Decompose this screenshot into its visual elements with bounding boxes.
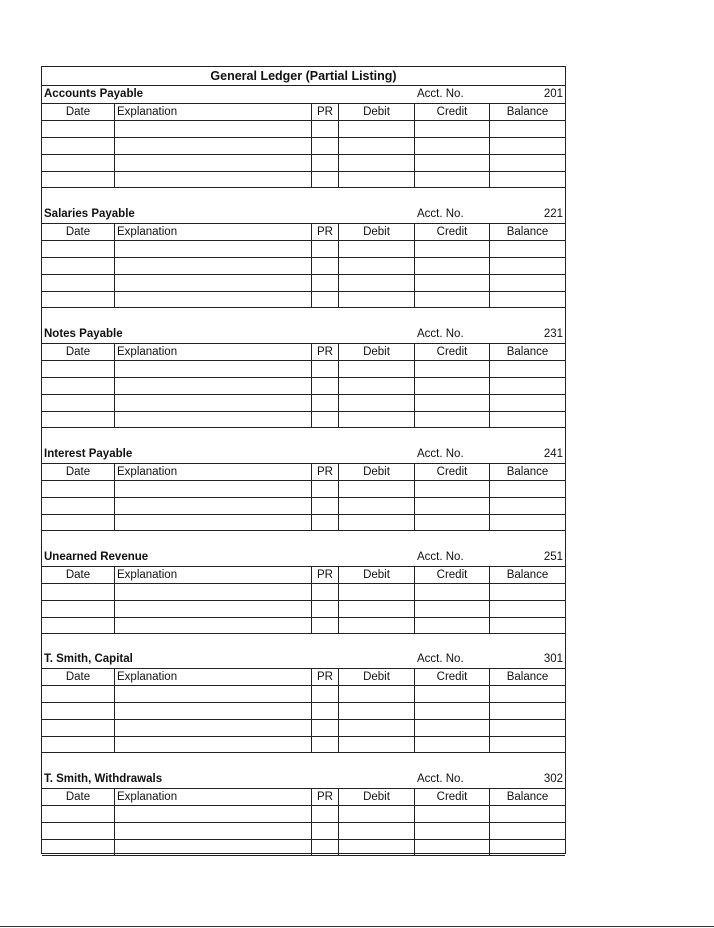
- account-name: T. Smith, Withdrawals: [44, 773, 163, 785]
- entry-cell-balance[interactable]: [490, 394, 565, 411]
- entry-cell-credit[interactable]: [415, 154, 490, 171]
- column-header-date: Date: [42, 343, 115, 360]
- account-name: T. Smith, Capital: [44, 653, 133, 665]
- entry-cell-debit[interactable]: [339, 360, 415, 377]
- entry-cell-date[interactable]: [42, 736, 115, 753]
- entry-cell-pr[interactable]: [312, 685, 339, 702]
- account-number: 201: [543, 88, 563, 100]
- account-name: Notes Payable: [44, 328, 123, 340]
- column-header-debit: Debit: [339, 566, 415, 583]
- entry-cell-date[interactable]: [42, 137, 115, 154]
- entry-cell-pr[interactable]: [312, 583, 339, 600]
- entry-cell-balance[interactable]: [490, 360, 565, 377]
- account-number: 251: [543, 551, 563, 563]
- entry-cell-date[interactable]: [42, 171, 115, 188]
- entry-cell-pr[interactable]: [312, 291, 339, 308]
- column-header-debit: Debit: [339, 463, 415, 480]
- entry-cell-date[interactable]: [42, 154, 115, 171]
- entry-cell-date[interactable]: [42, 120, 115, 137]
- entry-cell-credit[interactable]: [415, 822, 490, 839]
- entry-cell-pr[interactable]: [312, 377, 339, 394]
- column-header-balance: Balance: [490, 463, 565, 480]
- entry-cell-date[interactable]: [42, 839, 115, 856]
- entry-cell-pr[interactable]: [312, 514, 339, 531]
- column-header-date: Date: [42, 223, 115, 240]
- entry-cell-debit[interactable]: [339, 583, 415, 600]
- column-header-date: Date: [42, 463, 115, 480]
- entry-cell-date[interactable]: [42, 822, 115, 839]
- entry-cell-balance[interactable]: [490, 154, 565, 171]
- column-header-explanation: Explanation: [115, 343, 312, 360]
- entry-cell-balance[interactable]: [490, 291, 565, 308]
- entry-cell-debit[interactable]: [339, 291, 415, 308]
- entry-cell-credit[interactable]: [415, 480, 490, 497]
- column-header-pr: PR: [312, 566, 339, 583]
- column-header-balance: Balance: [490, 343, 565, 360]
- entry-cell-explanation[interactable]: [115, 497, 312, 514]
- entry-cell-explanation[interactable]: [115, 702, 312, 719]
- entry-cell-credit[interactable]: [415, 394, 490, 411]
- entry-cell-balance[interactable]: [490, 497, 565, 514]
- account-section: [42, 446, 565, 531]
- entry-cell-debit[interactable]: [339, 377, 415, 394]
- account-name: Unearned Revenue: [44, 551, 149, 563]
- entry-cell-date[interactable]: [42, 514, 115, 531]
- entry-cell-pr[interactable]: [312, 137, 339, 154]
- entry-cell-balance[interactable]: [490, 274, 565, 291]
- account-header: [42, 549, 565, 566]
- entry-cell-explanation[interactable]: [115, 736, 312, 753]
- column-header-credit: Credit: [415, 668, 490, 685]
- entry-cell-pr[interactable]: [312, 394, 339, 411]
- entry-cell-balance[interactable]: [490, 822, 565, 839]
- entry-cell-explanation[interactable]: [115, 257, 312, 274]
- entry-cell-debit[interactable]: [339, 839, 415, 856]
- column-header-credit: Credit: [415, 343, 490, 360]
- entry-cell-balance[interactable]: [490, 514, 565, 531]
- column-header-pr: PR: [312, 788, 339, 805]
- entry-cell-credit[interactable]: [415, 120, 490, 137]
- entry-cell-date[interactable]: [42, 685, 115, 702]
- entry-cell-explanation[interactable]: [115, 514, 312, 531]
- entry-cell-pr[interactable]: [312, 736, 339, 753]
- acct-no-label: Acct. No.: [417, 88, 464, 100]
- entry-cell-debit[interactable]: [339, 497, 415, 514]
- account-name: Interest Payable: [44, 448, 133, 460]
- entry-cell-debit[interactable]: [339, 702, 415, 719]
- entry-cell-date[interactable]: [42, 274, 115, 291]
- entry-cell-credit[interactable]: [415, 240, 490, 257]
- account-header: [42, 86, 565, 103]
- entry-cell-debit[interactable]: [339, 514, 415, 531]
- entry-cell-pr[interactable]: [312, 360, 339, 377]
- entry-cell-debit[interactable]: [339, 736, 415, 753]
- entry-cell-credit[interactable]: [415, 583, 490, 600]
- entry-cell-debit[interactable]: [339, 685, 415, 702]
- entry-cell-pr[interactable]: [312, 822, 339, 839]
- entry-cell-debit[interactable]: [339, 394, 415, 411]
- entry-cell-credit[interactable]: [415, 736, 490, 753]
- ledger-table: [42, 668, 565, 753]
- column-header-balance: Balance: [490, 566, 565, 583]
- column-header-pr: PR: [312, 343, 339, 360]
- column-header-credit: Credit: [415, 103, 490, 120]
- account-header: [42, 326, 565, 343]
- entry-cell-debit[interactable]: [339, 822, 415, 839]
- entry-cell-credit[interactable]: [415, 617, 490, 634]
- column-header-date: Date: [42, 566, 115, 583]
- entry-cell-balance[interactable]: [490, 600, 565, 617]
- entry-cell-explanation[interactable]: [115, 617, 312, 634]
- entry-cell-explanation[interactable]: [115, 171, 312, 188]
- column-header-explanation: Explanation: [115, 668, 312, 685]
- entry-cell-date[interactable]: [42, 480, 115, 497]
- entry-cell-debit[interactable]: [339, 617, 415, 634]
- entry-cell-credit[interactable]: [415, 839, 490, 856]
- entry-cell-explanation[interactable]: [115, 805, 312, 822]
- acct-no-label: Acct. No.: [417, 653, 464, 665]
- column-header-explanation: Explanation: [115, 788, 312, 805]
- entry-cell-balance[interactable]: [490, 583, 565, 600]
- column-header-debit: Debit: [339, 223, 415, 240]
- acct-no-label: Acct. No.: [417, 448, 464, 460]
- entry-cell-explanation[interactable]: [115, 685, 312, 702]
- acct-no-label: Acct. No.: [417, 328, 464, 340]
- account-header: [42, 771, 565, 788]
- column-header-explanation: Explanation: [115, 103, 312, 120]
- entry-cell-explanation[interactable]: [115, 839, 312, 856]
- entry-cell-explanation[interactable]: [115, 274, 312, 291]
- entry-cell-credit[interactable]: [415, 805, 490, 822]
- acct-no-label: Acct. No.: [417, 773, 464, 785]
- entry-cell-pr[interactable]: [312, 171, 339, 188]
- entry-cell-balance[interactable]: [490, 736, 565, 753]
- column-header-debit: Debit: [339, 103, 415, 120]
- entry-cell-pr[interactable]: [312, 154, 339, 171]
- entry-cell-pr[interactable]: [312, 120, 339, 137]
- entry-cell-credit[interactable]: [415, 171, 490, 188]
- entry-cell-pr[interactable]: [312, 839, 339, 856]
- entry-cell-balance[interactable]: [490, 839, 565, 856]
- account-section: [42, 771, 565, 856]
- entry-cell-credit[interactable]: [415, 291, 490, 308]
- column-header-balance: Balance: [490, 103, 565, 120]
- ledger-table: [42, 788, 565, 856]
- entry-cell-explanation[interactable]: [115, 480, 312, 497]
- entry-cell-debit[interactable]: [339, 274, 415, 291]
- entry-cell-balance[interactable]: [490, 377, 565, 394]
- entry-cell-credit[interactable]: [415, 274, 490, 291]
- column-header-date: Date: [42, 103, 115, 120]
- entry-cell-balance[interactable]: [490, 617, 565, 634]
- ledger-title: General Ledger (Partial Listing): [42, 67, 565, 86]
- entry-cell-pr[interactable]: [312, 240, 339, 257]
- entry-cell-credit[interactable]: [415, 719, 490, 736]
- column-header-debit: Debit: [339, 343, 415, 360]
- entry-cell-date[interactable]: [42, 360, 115, 377]
- entry-cell-date[interactable]: [42, 257, 115, 274]
- column-header-debit: Debit: [339, 788, 415, 805]
- entry-cell-date[interactable]: [42, 497, 115, 514]
- column-header-date: Date: [42, 668, 115, 685]
- entry-cell-explanation[interactable]: [115, 583, 312, 600]
- account-number: 302: [543, 773, 563, 785]
- account-section: [42, 206, 565, 308]
- entry-cell-debit[interactable]: [339, 240, 415, 257]
- entry-cell-credit[interactable]: [415, 497, 490, 514]
- entry-cell-date[interactable]: [42, 583, 115, 600]
- entry-cell-credit[interactable]: [415, 514, 490, 531]
- entry-cell-pr[interactable]: [312, 497, 339, 514]
- general-ledger: [41, 66, 566, 854]
- entry-cell-explanation[interactable]: [115, 120, 312, 137]
- account-name: Salaries Payable: [44, 208, 135, 220]
- entry-cell-debit[interactable]: [339, 600, 415, 617]
- entry-cell-pr[interactable]: [312, 480, 339, 497]
- entry-cell-pr[interactable]: [312, 805, 339, 822]
- column-header-explanation: Explanation: [115, 566, 312, 583]
- entry-cell-debit[interactable]: [339, 171, 415, 188]
- entry-cell-pr[interactable]: [312, 274, 339, 291]
- account-number: 241: [543, 448, 563, 460]
- column-header-balance: Balance: [490, 223, 565, 240]
- ledger-table: [42, 103, 565, 188]
- entry-cell-pr[interactable]: [312, 617, 339, 634]
- entry-cell-debit[interactable]: [339, 805, 415, 822]
- column-header-balance: Balance: [490, 668, 565, 685]
- entry-cell-pr[interactable]: [312, 719, 339, 736]
- entry-cell-debit[interactable]: [339, 257, 415, 274]
- acct-no-label: Acct. No.: [417, 551, 464, 563]
- entry-cell-debit[interactable]: [339, 154, 415, 171]
- account-number: 301: [543, 653, 563, 665]
- column-header-pr: PR: [312, 463, 339, 480]
- entry-cell-pr[interactable]: [312, 411, 339, 428]
- column-header-credit: Credit: [415, 788, 490, 805]
- entry-cell-pr[interactable]: [312, 257, 339, 274]
- column-header-balance: Balance: [490, 788, 565, 805]
- entry-cell-pr[interactable]: [312, 600, 339, 617]
- entry-cell-date[interactable]: [42, 240, 115, 257]
- entry-cell-pr[interactable]: [312, 702, 339, 719]
- account-section: [42, 651, 565, 753]
- entry-cell-date[interactable]: [42, 805, 115, 822]
- entry-cell-balance[interactable]: [490, 480, 565, 497]
- entry-cell-explanation[interactable]: [115, 394, 312, 411]
- entry-cell-balance[interactable]: [490, 137, 565, 154]
- entry-cell-date[interactable]: [42, 600, 115, 617]
- entry-cell-date[interactable]: [42, 394, 115, 411]
- page-bottom-rule: [0, 926, 714, 927]
- entry-cell-credit[interactable]: [415, 377, 490, 394]
- account-section: [42, 549, 565, 634]
- entry-cell-balance[interactable]: [490, 257, 565, 274]
- entry-cell-explanation[interactable]: [115, 822, 312, 839]
- entry-cell-date[interactable]: [42, 719, 115, 736]
- entry-cell-explanation[interactable]: [115, 377, 312, 394]
- entry-cell-explanation[interactable]: [115, 154, 312, 171]
- account-name: Accounts Payable: [44, 88, 144, 100]
- column-header-credit: Credit: [415, 463, 490, 480]
- column-header-debit: Debit: [339, 668, 415, 685]
- ledger-table: [42, 566, 565, 634]
- entry-cell-date[interactable]: [42, 411, 115, 428]
- entry-cell-debit[interactable]: [339, 137, 415, 154]
- entry-cell-credit[interactable]: [415, 257, 490, 274]
- column-header-credit: Credit: [415, 566, 490, 583]
- entry-cell-explanation[interactable]: [115, 411, 312, 428]
- entry-cell-date[interactable]: [42, 617, 115, 634]
- account-number: 221: [543, 208, 563, 220]
- entry-cell-debit[interactable]: [339, 120, 415, 137]
- entry-cell-date[interactable]: [42, 291, 115, 308]
- account-header: [42, 206, 565, 223]
- account-section: [42, 86, 565, 188]
- entry-cell-credit[interactable]: [415, 600, 490, 617]
- entry-cell-credit[interactable]: [415, 137, 490, 154]
- account-header: [42, 446, 565, 463]
- entry-cell-explanation[interactable]: [115, 291, 312, 308]
- entry-cell-debit[interactable]: [339, 411, 415, 428]
- entry-cell-explanation[interactable]: [115, 719, 312, 736]
- ledger-table: [42, 223, 565, 308]
- entry-cell-balance[interactable]: [490, 171, 565, 188]
- entry-cell-debit[interactable]: [339, 719, 415, 736]
- entry-cell-date[interactable]: [42, 702, 115, 719]
- entry-cell-credit[interactable]: [415, 685, 490, 702]
- ledger-table: [42, 463, 565, 531]
- entry-cell-balance[interactable]: [490, 702, 565, 719]
- account-number: 231: [543, 328, 563, 340]
- entry-cell-explanation[interactable]: [115, 600, 312, 617]
- entry-cell-balance[interactable]: [490, 120, 565, 137]
- column-header-pr: PR: [312, 223, 339, 240]
- column-header-pr: PR: [312, 103, 339, 120]
- ledger-table: [42, 343, 565, 428]
- entry-cell-balance[interactable]: [490, 411, 565, 428]
- entry-cell-explanation[interactable]: [115, 137, 312, 154]
- entry-cell-date[interactable]: [42, 377, 115, 394]
- acct-no-label: Acct. No.: [417, 208, 464, 220]
- entry-cell-debit[interactable]: [339, 480, 415, 497]
- column-header-explanation: Explanation: [115, 223, 312, 240]
- column-header-explanation: Explanation: [115, 463, 312, 480]
- entry-cell-balance[interactable]: [490, 805, 565, 822]
- entry-cell-balance[interactable]: [490, 685, 565, 702]
- column-header-pr: PR: [312, 668, 339, 685]
- entry-cell-credit[interactable]: [415, 702, 490, 719]
- account-section: [42, 326, 565, 428]
- account-header: [42, 651, 565, 668]
- entry-cell-explanation[interactable]: [115, 240, 312, 257]
- column-header-date: Date: [42, 788, 115, 805]
- entry-cell-balance[interactable]: [490, 719, 565, 736]
- entry-cell-balance[interactable]: [490, 240, 565, 257]
- entry-cell-credit[interactable]: [415, 360, 490, 377]
- column-header-credit: Credit: [415, 223, 490, 240]
- entry-cell-explanation[interactable]: [115, 360, 312, 377]
- entry-cell-credit[interactable]: [415, 411, 490, 428]
